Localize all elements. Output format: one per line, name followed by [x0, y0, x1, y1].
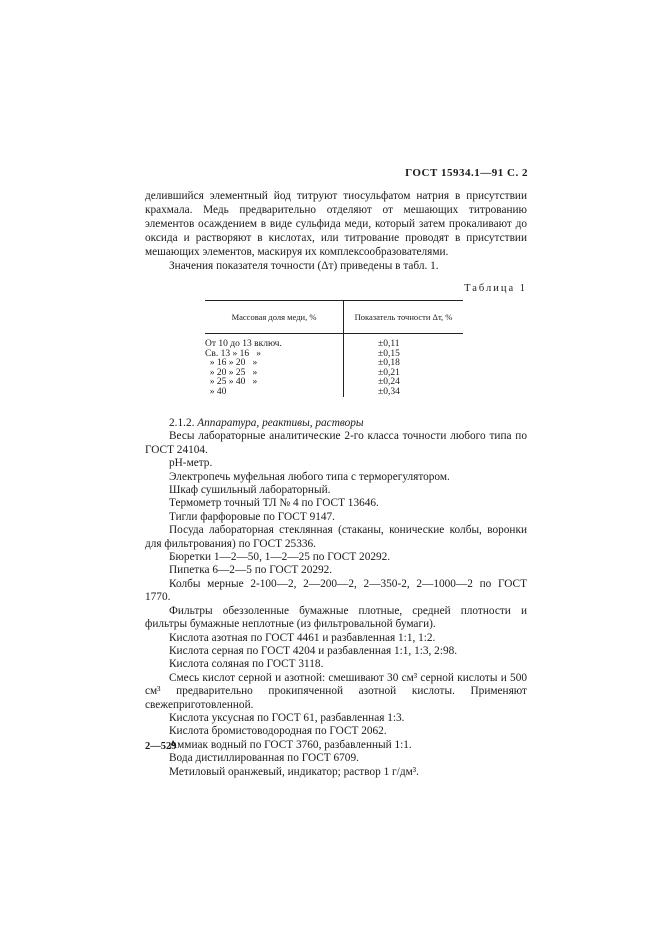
- paragraph: Термометр точный ТЛ № 4 по ГОСТ 13646.: [169, 497, 379, 510]
- table-cell-value: ±0,18: [378, 358, 400, 368]
- paragraph: Кислота серная по ГОСТ 4204 и разбавленная 1:1, 1:3, 2:98.: [169, 644, 458, 657]
- accuracy-table: [205, 300, 463, 397]
- paragraph: Электропечь муфельная любого типа с терморегулятором.: [169, 470, 450, 483]
- apparatus-section: [145, 417, 527, 779]
- paragraph: Кислота уксусная по ГОСТ 61, разбавленная 1:3.: [169, 711, 405, 724]
- paragraph: Тигли фарфоровые по ГОСТ 9147.: [169, 510, 335, 523]
- table-cell-value: ±0,21: [378, 367, 400, 378]
- section-heading: [145, 417, 527, 430]
- paragraph: Аммиак водный по ГОСТ 3760, разбавленный 1:1.: [169, 738, 412, 751]
- table-cell-value: ±0,24: [378, 377, 400, 387]
- intro-block: [145, 189, 527, 273]
- table-cell-range: От 10 до 13 включ.: [205, 339, 282, 349]
- table-column-value: [344, 334, 463, 397]
- paragraph: Шкаф сушильный лабораторный.: [169, 484, 331, 497]
- table-header-row: [205, 301, 463, 334]
- intro-paragraph-2: Значения показателя точности (Δт) приведены в табл. 1.: [169, 260, 439, 272]
- paragraph: Смесь кислот серной и азотной: смешивают 30 см³ серной кислоты и 500 см³ предварительно прокипяченной азотной кислоты. Применяют свежеприготовленной.: [145, 671, 527, 711]
- table-header-mass-fraction: Массовая доля меди, %: [205, 301, 344, 333]
- paragraph: pH-метр.: [169, 457, 213, 470]
- paragraph: Бюретки 1—2—50, 1—2—25 по ГОСТ 20292.: [169, 551, 391, 564]
- paragraph: Метиловый оранжевый, индикатор; раствор 1 г/дм³.: [169, 765, 419, 778]
- page-header: ГОСТ 15934.1—91 С. 2: [405, 167, 528, 179]
- paragraph: Посуда лабораторная стеклянная (стаканы, конические колбы, воронки для фильтрования) по ГОСТ 25336.: [145, 524, 527, 550]
- section-title: Аппаратура, реактивы, растворы: [197, 417, 364, 429]
- paragraph: Колбы мерные 2-100—2, 2—200—2, 2—350-2, 2—1000—2 по ГОСТ 1770.: [145, 577, 527, 604]
- table-body: [205, 334, 463, 397]
- paragraph: Весы лабораторные аналитические 2-го класса точности любого типа по ГОСТ 24104.: [145, 430, 527, 456]
- paragraph: Кислота азотная по ГОСТ 4461 и разбавленная 1:1, 1:2.: [169, 631, 436, 644]
- table-cell-value: ±0,34: [378, 386, 400, 397]
- table-cell-value: ±0,15: [378, 348, 400, 359]
- paragraph: Вода дистиллированная по ГОСТ 6709.: [169, 752, 359, 765]
- table-column-range: [205, 334, 344, 397]
- table-cell-range: » 16 » 20 »: [205, 358, 258, 368]
- page-footer: 2—529: [145, 741, 177, 752]
- table-cell-value: ±0,11: [378, 339, 400, 349]
- paragraph: Фильтры обеззоленные бумажные плотные, средней плотности и фильтры бумажные неплотные (из фильтровальной бумаги).: [145, 604, 527, 631]
- table-caption: Таблица 1: [464, 283, 527, 294]
- table-cell-range: » 20 » 25 »: [205, 367, 258, 378]
- intro-paragraph: делившийся элементный йод титруют тиосульфатом натрия в присутствии крахмала. Медь предварительно отделяют от мешающих титрованию элементов осаждением в виде сульфида меди, который затем прокаливают до оксида и растворяют в кислотах, или титрование проводят в присутствии мешающих элементов, маскируя их комплексообразователями.: [145, 190, 527, 258]
- table-cell-range: » 40: [205, 386, 227, 397]
- paragraph: Пипетка 6—2—5 по ГОСТ 20292.: [169, 564, 333, 577]
- section-number: 2.1.2.: [169, 417, 195, 429]
- table-cell-range: Св. 13 » 16 »: [205, 348, 261, 359]
- paragraph: Кислота бромистоводородная по ГОСТ 2062.: [169, 725, 387, 738]
- table-header-accuracy: Показатель точности Δт, %: [354, 312, 453, 322]
- table-cell-range: » 25 » 40 »: [205, 377, 258, 387]
- paragraph: Кислота соляная по ГОСТ 3118.: [169, 658, 324, 671]
